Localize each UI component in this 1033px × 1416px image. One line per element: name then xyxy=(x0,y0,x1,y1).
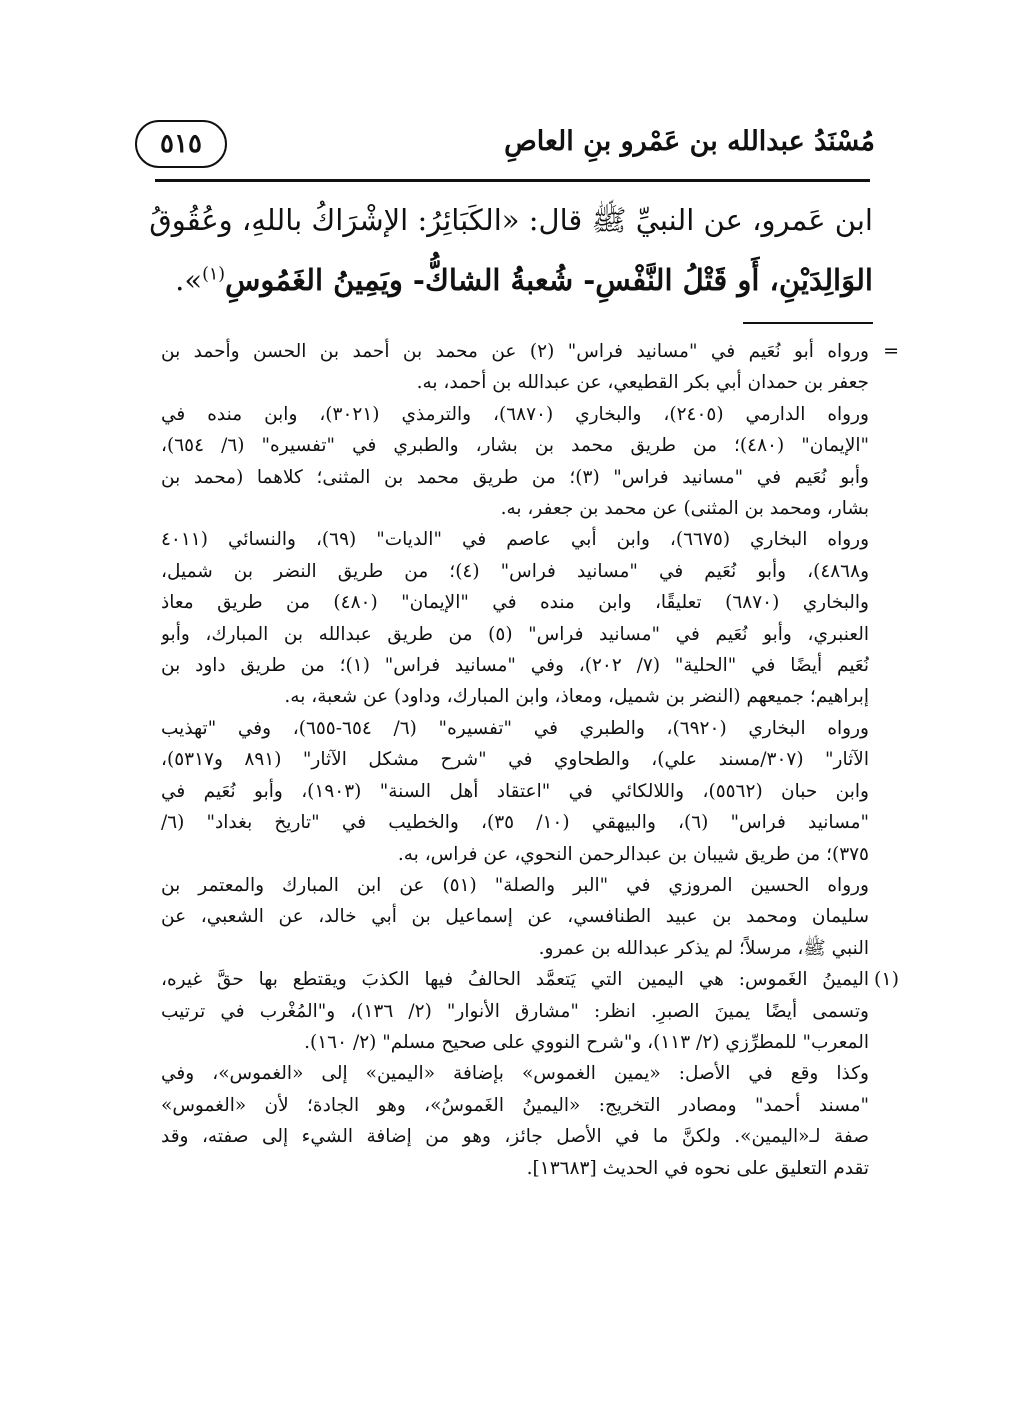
footnotes xyxy=(161,336,899,1184)
header-divider xyxy=(155,179,870,182)
footnote-1-marker: (١) xyxy=(873,968,899,991)
footnote-ref-1: (١) xyxy=(202,264,226,285)
fn-line: وتسمى أيضًا يمينَ الصبرِ. انظر: "مشارق الأنوار" (٢/ ١٣٦)، و"المُغْرب في ترتيب xyxy=(161,1000,869,1022)
fn-line: ورواه الدارمي (٢٤٠٥)، والبخاري (٦٨٧٠)، والترمذي (٣٠٢١)، وابن منده في xyxy=(161,403,869,425)
hadith-line-2-end: ». xyxy=(175,263,203,297)
fn-line: ورواه البخاري (٦٦٧٥)، وابن أبي عاصم في "الديات" (٦٩)، والنسائي (٤٠١١ xyxy=(161,529,869,551)
fn-line: تقدم التعليق على نحوه في الحديث [١٣٦٨٣]. xyxy=(526,1157,869,1179)
fn-line: المعرب" للمطرِّزي (٢/ ١١٣)، و"شرح النووي على صحيح مسلم" (٢/ ١٦٠). xyxy=(304,1031,869,1053)
hadith-text xyxy=(149,190,873,310)
fn-line: الآثار" (٣٠٧/مسند علي)، والطحاوي في "شرح مشكل الآثار" (٨٩١ و٥٣١٧)، xyxy=(161,749,869,771)
fn-line: والبخاري (٦٨٧٠) تعليقًا، وابن منده في "الإيمان" (٤٨٠) من طريق معاذ xyxy=(161,592,869,614)
fn-line: وابن حبان (٥٥٦٢)، واللالكائي في "اعتقاد أهل السنة" (١٩٠٣)، وأبو نُعَيم في xyxy=(161,780,869,802)
continuation-marker: = xyxy=(883,340,899,362)
running-title: مُسْنَدُ عبدالله بن عَمْرو بنِ العاصِ xyxy=(504,126,875,157)
fn-line: بشار، ومحمد بن المثنى) عن محمد بن جعفر، به. xyxy=(500,498,869,520)
fn-line: نُعَيم أيضًا في "الحلية" (٧/ ٢٠٢)، وفي "مسانيد فراس" (١)؛ من طريق داود بن xyxy=(161,655,869,677)
fn-line: "الإيمان" (٤٨٠)؛ من طريق محمد بن بشار، والطبري في "تفسيره" (٦/ ٦٥٤)، xyxy=(161,435,869,457)
fn-line: وكذا وقع في الأصل: «يمين الغموس» بإضافة «اليمين» إلى «الغموس»، وفي xyxy=(161,1063,869,1085)
fn-line: ورواه الحسين المروزي في "البر والصلة" (٥١) عن ابن المبارك والمعتمر بن xyxy=(161,874,869,896)
fn-line: ٣٧٥)؛ من طريق شيبان بن عبدالرحمن النحوي، عن فراس، به. xyxy=(397,843,869,865)
fn-line: ورواه أبو نُعَيم في "مسانيد فراس" (٢) عن محمد بن أحمد بن الحسن وأحمد بن xyxy=(161,341,869,362)
fn-line: صفة لـ«اليمين». ولكنَّ ما في الأصل جائز، وهو من إضافة الشيء إلى صفته، وقد xyxy=(161,1126,869,1148)
hadith-line-1: ابن عَمرو، عن النبيِّ ﷺ قال: «الكَبَائِرُ: الإشْرَاكُ باللهِ، وعُقُوقُ xyxy=(149,203,873,237)
fn-line: إبراهيم؛ جميعهم (النضر بن شميل، ومعاذ، وابن المبارك، وداود) عن شعبة، به. xyxy=(284,686,869,708)
fn-line: النبي ﷺ، مرسلاً؛ لم يذكر عبدالله بن عمرو. xyxy=(538,937,869,959)
hadith-line-2 xyxy=(161,250,873,310)
fn-line: العنبري، وأبو نُعَيم في "مسانيد فراس" (٥) من طريق عبدالله بن المبارك، وأبو xyxy=(161,623,869,645)
page-header xyxy=(135,120,875,176)
fn-line: سليمان ومحمد بن عبيد الطنافسي، عن إسماعيل بن أبي خالد، عن الشعبي، عن xyxy=(161,906,869,928)
fn-line: وأبو نُعَيم في "مسانيد فراس" (٣)؛ من طريق محمد بن المثنى؛ كلاهما (محمد بن xyxy=(161,466,869,488)
footnote-1 xyxy=(161,964,899,1184)
fn-line: "مسانيد فراس" (٦)، والبيهقي (١٠/ ٣٥)، والخطيب في "تاريخ بغداد" (٦/ xyxy=(161,812,869,834)
fn-line: اليمينُ الغَموس: هي اليمين التي يَتعمَّد الحالفُ فيها الكذبَ ويقتطع بها حقَّ غيره، xyxy=(161,969,869,991)
fn-line: و٤٨٦٨)، وأبو نُعَيم في "مسانيد فراس" (٤)؛ من طريق النضر بن شميل، xyxy=(161,560,869,582)
footnote-continuation xyxy=(161,336,899,964)
fn-line: ورواه البخاري (٦٩٢٠)، والطبري في "تفسيره" (٦/ ٦٥٤-٦٥٥)، وفي "تهذيب xyxy=(161,717,869,739)
fn-line: "مسند أحمد" ومصادر التخريج: «اليمينُ الغَموسُ»، وهو الجادة؛ لأن «الغموس» xyxy=(161,1094,869,1116)
fn-line: جعفر بن حمدان أبي بكر القطيعي، عن عبدالله بن أحمد، به. xyxy=(416,372,869,394)
hadith-line-2-text: الوَالِدَيْنِ، أَو قَتْلُ النَّفْسِ- شُعبةُ الشاكُّ- ويَمِينُ الغَمُوسِ xyxy=(225,263,873,297)
page-number: ٥١٥ xyxy=(135,120,227,168)
footnote-divider xyxy=(743,322,873,324)
